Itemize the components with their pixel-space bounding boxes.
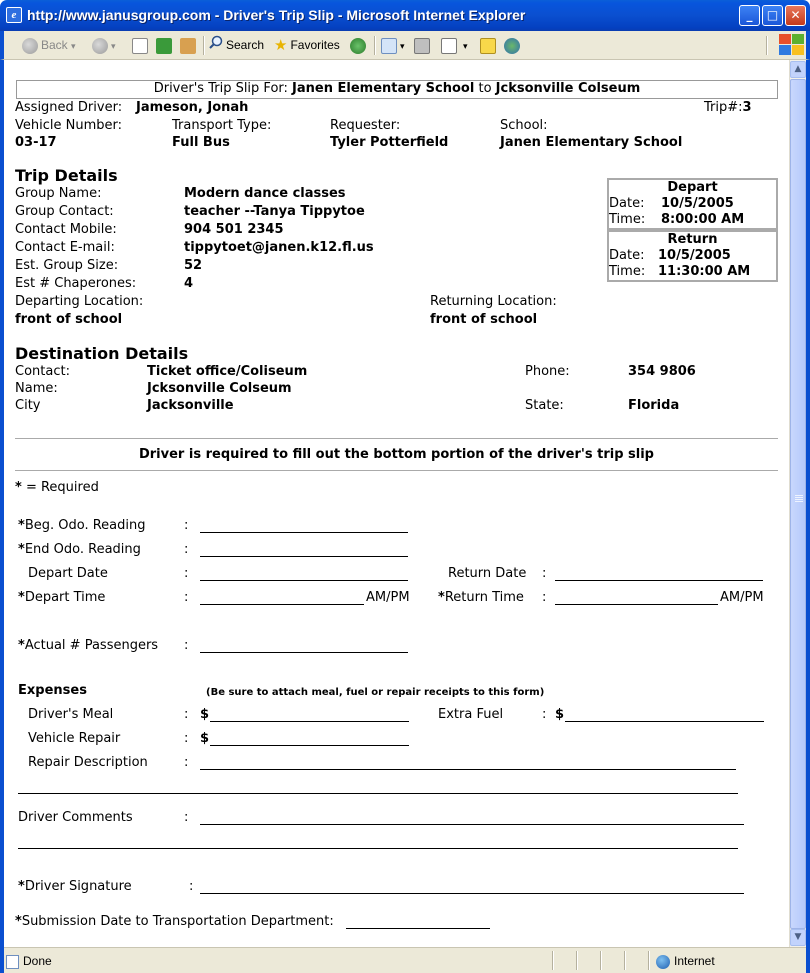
toolbar-separator [374,36,375,55]
colon: : [542,590,547,605]
status-divider [648,951,649,970]
status-divider [600,951,601,970]
colon: : [184,542,189,557]
driver-signature-text: Driver Signature [24,879,132,894]
school-label: School: [500,118,548,133]
toolbar [0,31,810,60]
return-heading: Return [667,232,718,247]
dropdown-arrow-icon[interactable]: ▾ [463,41,468,51]
passengers-field[interactable] [200,652,408,653]
trip-number [704,100,752,116]
contact-mobile-value: 904 501 2345 [184,222,284,237]
beg-odo-text: Beg. Odo. Reading [24,518,146,533]
returning-location-label: Returning Location: [430,294,557,309]
search-label: Search [226,38,265,52]
section-divider [15,470,778,471]
depart-date-value: 10/5/2005 [661,196,734,211]
required-text: = Required [21,480,99,495]
submission-date-field[interactable] [346,928,490,929]
print-icon [414,38,430,54]
return-time-label: Time: [609,264,646,279]
minimize-button[interactable]: _ [739,5,760,26]
scroll-down-arrow-icon[interactable]: ▼ [790,929,806,946]
depart-time-field-label [18,590,105,606]
vehicle-repair-field[interactable] [210,745,409,746]
depart-time-value: 8:00:00 AM [661,212,745,227]
trip-number-label: Trip#: [704,100,743,115]
colon: : [184,590,189,605]
globe-icon [656,955,670,969]
depart-date-field[interactable] [200,580,408,581]
vehicle-number-label: Vehicle Number: [15,118,122,133]
colon: : [184,731,189,746]
favorites-label: Favorites [290,38,340,52]
destination-contact-value: Ticket office/Coliseum [147,364,308,379]
group-contact-value: teacher --Tanya Tippytoe [184,204,365,219]
repair-description-field[interactable] [200,769,736,770]
vertical-scrollbar[interactable] [789,60,806,947]
assigned-driver-label: Assigned Driver: [15,100,123,115]
trip-slip-header [16,81,778,97]
trip-details-heading: Trip Details [15,166,118,185]
edit-button[interactable] [441,35,468,56]
driver-comments-field-line-2[interactable] [18,848,738,849]
submission-date-text: Submission Date to Transportation Department: [21,914,334,929]
colon: : [184,566,189,581]
group-size-label: Est. Group Size: [15,258,119,273]
messenger-icon [504,38,520,54]
dropdown-arrow-icon[interactable]: ▾ [71,41,76,51]
colon: : [542,566,547,581]
star-icon: ★ [274,37,288,55]
back-button[interactable] [22,35,76,56]
destination-city-value: Jacksonville [147,398,234,413]
required-star: * [18,590,25,605]
required-star: * [18,518,25,533]
close-button[interactable]: ✕ [785,5,806,26]
required-star: * [18,542,25,557]
zone-text: Internet [674,954,715,968]
return-date-field-label: Return Date [448,566,527,581]
transport-type-value: Full Bus [172,135,230,150]
beg-odo-label [18,518,146,534]
header-origin: Janen Elementary School [292,81,475,96]
destination-name-value: Jcksonville Colseum [147,381,292,396]
return-time-value: 11:30:00 AM [658,264,751,279]
group-name-value: Modern dance classes [184,186,346,201]
destination-phone-label: Phone: [525,364,570,379]
passengers-text: Actual # Passengers [24,638,159,653]
drivers-meal-field[interactable] [210,721,409,722]
status-divider [624,951,625,970]
depart-ampm: AM/PM [366,590,410,605]
toolbar-separator [766,36,767,55]
dollar-sign: $ [555,707,565,722]
contact-mobile-label: Contact Mobile: [15,222,117,237]
colon: : [542,707,547,722]
colon: : [184,638,189,653]
return-time-field-label [438,590,524,606]
scroll-up-arrow-icon[interactable]: ▲ [790,61,806,78]
vehicle-repair-label: Vehicle Repair [28,731,121,746]
note-icon [480,38,496,54]
destination-city-label: City [15,398,41,413]
contact-email-value: tippytoet@janen.k12.fl.us [184,240,374,255]
required-star: * [18,879,25,894]
status-text: Done [23,954,52,968]
drivers-meal-label: Driver's Meal [28,707,114,722]
driver-signature-label [18,879,132,895]
required-star: * [438,590,445,605]
vehicle-number-value: 03-17 [15,135,57,150]
return-ampm: AM/PM [720,590,764,605]
dropdown-arrow-icon[interactable]: ▾ [111,41,116,51]
back-label: Back [41,38,68,52]
refresh-icon [156,38,172,54]
forward-button[interactable] [92,35,116,56]
colon: : [189,879,194,894]
end-odo-label [18,542,141,558]
expenses-heading: Expenses [18,683,87,698]
stop-icon [132,38,148,54]
destination-contact-label: Contact: [15,364,70,379]
page-content [4,60,789,947]
back-arrow-icon [22,38,38,54]
window-title: http://www.janusgroup.com - Driver's Trip Slip - Microsoft Internet Explorer [27,7,526,23]
media-icon [350,38,366,54]
status-divider [552,951,553,970]
passengers-label [18,638,158,654]
transport-type-label: Transport Type: [172,118,272,133]
discuss-button[interactable] [480,35,499,56]
departing-location-value: front of school [15,312,123,327]
destination-state-label: State: [525,398,564,413]
scrollbar-thumb[interactable] [790,79,806,929]
home-icon [180,38,196,54]
chaperones-label: Est # Chaperones: [15,276,137,291]
colon: : [184,707,189,722]
depart-time-label: Time: [609,212,646,227]
print-button[interactable] [414,35,433,56]
search-icon [209,35,223,56]
toolbar-separator [203,36,204,55]
stop-button[interactable] [132,35,151,56]
security-zone [656,954,715,969]
expenses-note: (Be sure to attach meal, fuel or repair receipts to this form) [206,687,545,698]
required-star: * [15,914,22,929]
group-name-label: Group Name: [15,186,102,201]
return-date-label: Date: [609,248,645,263]
extra-fuel-label: Extra Fuel [438,707,504,722]
beg-odo-field[interactable] [200,532,408,533]
depart-date-label: Date: [609,196,645,211]
return-date-value: 10/5/2005 [658,248,731,263]
destination-state-value: Florida [628,398,680,413]
required-legend [15,480,99,496]
maximize-button[interactable]: □ [762,5,783,26]
colon: : [184,810,189,825]
end-odo-field[interactable] [200,556,408,557]
search-button[interactable] [209,35,264,56]
mail-icon [381,38,397,54]
departing-location-label: Departing Location: [15,294,144,309]
required-star: * [15,480,22,495]
forward-arrow-icon [92,38,108,54]
driver-notice: Driver is required to fill out the bottom portion of the driver's trip slip [138,447,654,462]
ie-icon: e [6,7,22,23]
required-star: * [18,638,25,653]
grip-icon [795,495,803,496]
group-contact-label: Group Contact: [15,204,114,219]
end-odo-text: End Odo. Reading [24,542,141,557]
driver-comments-field[interactable] [200,824,744,825]
page-icon [6,955,19,969]
header-to: to [478,81,492,96]
status-divider [576,951,577,970]
school-value: Janen Elementary School [500,135,683,150]
header-destination: Jcksonville Colseum [495,81,641,96]
media-button[interactable] [350,35,369,56]
edit-icon [441,38,457,54]
window-frame-right [806,60,810,973]
return-date-field[interactable] [555,580,763,581]
status-bar [4,947,806,973]
home-button[interactable] [180,35,199,56]
destination-details-heading: Destination Details [15,344,189,363]
status-done [6,954,52,969]
header-prefix: Driver's Trip Slip For: [153,81,288,96]
section-divider [15,438,778,439]
refresh-button[interactable] [156,35,175,56]
extra-fuel-field[interactable] [565,721,764,722]
colon: : [184,518,189,533]
assigned-driver-value: Jameson, Jonah [136,100,249,115]
messenger-button[interactable] [504,35,523,56]
contact-email-label: Contact E-mail: [15,240,115,255]
destination-phone-value: 354 9806 [628,364,696,379]
repair-description-label: Repair Description [28,755,148,770]
colon: : [184,755,189,770]
title-bar [0,0,810,31]
driver-comments-label: Driver Comments [18,810,133,825]
destination-name-label: Name: [15,381,58,396]
dollar-sign: $ [200,707,210,722]
driver-signature-field[interactable] [200,893,744,894]
favorites-button[interactable] [274,35,340,56]
trip-number-value: 3 [742,100,752,115]
return-time-text: Return Time [444,590,524,605]
chaperones-value: 4 [184,276,194,291]
mail-button[interactable] [381,35,405,56]
dollar-sign: $ [200,731,210,746]
depart-time-text: Depart Time [24,590,106,605]
submission-date-label [15,914,334,930]
windows-logo-icon [776,33,806,58]
requester-label: Requester: [330,118,401,133]
depart-date-field-label: Depart Date [28,566,108,581]
dropdown-arrow-icon[interactable]: ▾ [400,41,405,51]
repair-description-field-line-2[interactable] [18,793,738,794]
depart-heading: Depart [667,180,718,195]
requester-value: Tyler Potterfield [330,135,449,150]
returning-location-value: front of school [430,312,538,327]
group-size-value: 52 [184,258,203,273]
